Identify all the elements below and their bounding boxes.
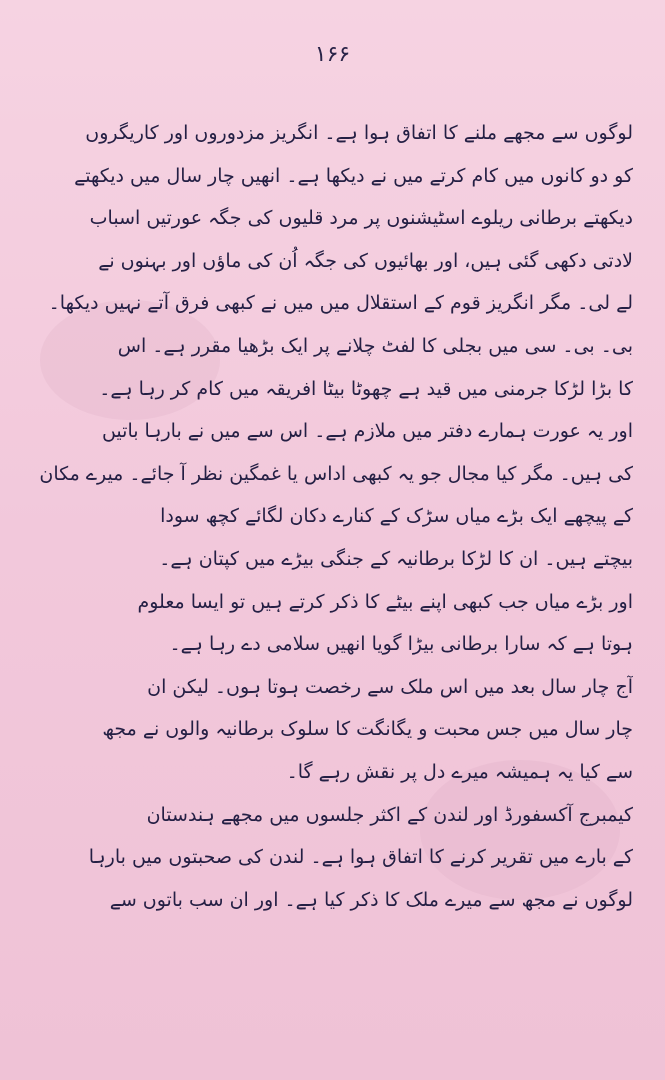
text-line: اور بڑے میاں جب کبھی اپنے بیٹے کا ذکر کرتے ہیں تو ایسا معلوم: [137, 590, 633, 613]
page-number: ۱۶۶: [314, 42, 351, 67]
text-line: کیمبرج آکسفورڈ اور لندن کے اکثر جلسوں میں مجھے ہندستان: [146, 803, 633, 826]
text-line: چار سال میں جس محبت و یگانگت کا سلوک برطانیہ والوں نے مجھ: [102, 718, 633, 741]
text-line: اور یہ عورت ہمارے دفتر میں ملازم ہے۔ اس سے میں نے بارہا باتیں: [101, 420, 633, 443]
text-line: کے پیچھے ایک بڑے میاں سڑک کے کنارے دکان لگائے کچھ سودا: [160, 505, 633, 528]
text-line: کو دو کانوں میں کام کرتے میں نے دیکھا ہے۔ انھیں چار سال میں دیکھتے: [74, 164, 633, 187]
text-line: دیکھتے برطانی ریلوے اسٹیشنوں پر مرد قلیوں کی جگہ عورتیں اسباب: [89, 207, 633, 230]
text-line: لوگوں سے مجھے ملنے کا اتفاق ہوا ہے۔ انگریز مزدوروں اور کاریگروں: [85, 122, 633, 144]
text-line: کے بارے میں تقریر کرنے کا اتفاق ہوا ہے۔ لندن کی صحبتوں میں بارہا: [88, 846, 633, 869]
text-line: کا بڑا لڑکا جرمنی میں قید ہے چھوٹا بیٹا افریقہ میں کام کر رہا ہے۔: [99, 377, 633, 400]
text-line: لے لی۔ مگر انگریز قوم کے استقلال میں میں نے کبھی فرق آتے نہیں دیکھا۔: [48, 292, 633, 315]
text-line: بی۔ بی۔ سی میں بجلی کا لفٹ چلانے پر ایک بڑھیا مقرر ہے۔ اس: [117, 334, 633, 357]
body-text: [28, 112, 633, 921]
text-line: سے کیا یہ ہمیشہ میرے دل پر نقش رہے گا۔: [286, 760, 633, 783]
text-line: بیچتے ہیں۔ ان کا لڑکا برطانیہ کے جنگی بیڑے میں کپتان ہے۔: [159, 547, 633, 570]
text-line: لوگوں نے مجھ سے میرے ملک کا ذکر کیا ہے۔ اور ان سب باتوں سے: [109, 888, 633, 911]
text-line: ہوتا ہے کہ سارا برطانی بیڑا گویا انھیں سلامی دے رہا ہے۔: [169, 633, 633, 656]
text-line: کی ہیں۔ مگر کیا مجال جو یہ کبھی اداس یا غمگین نظر آ جائے۔ میرے مکان: [39, 462, 633, 485]
text-line: آج چار سال بعد میں اس ملک سے رخصت ہوتا ہوں۔ لیکن ان: [147, 675, 633, 698]
text-line: لادتی دکھی گئی ہیں، اور بھائیوں کی جگہ اُن کی ماؤں اور بہنوں نے: [98, 249, 633, 272]
